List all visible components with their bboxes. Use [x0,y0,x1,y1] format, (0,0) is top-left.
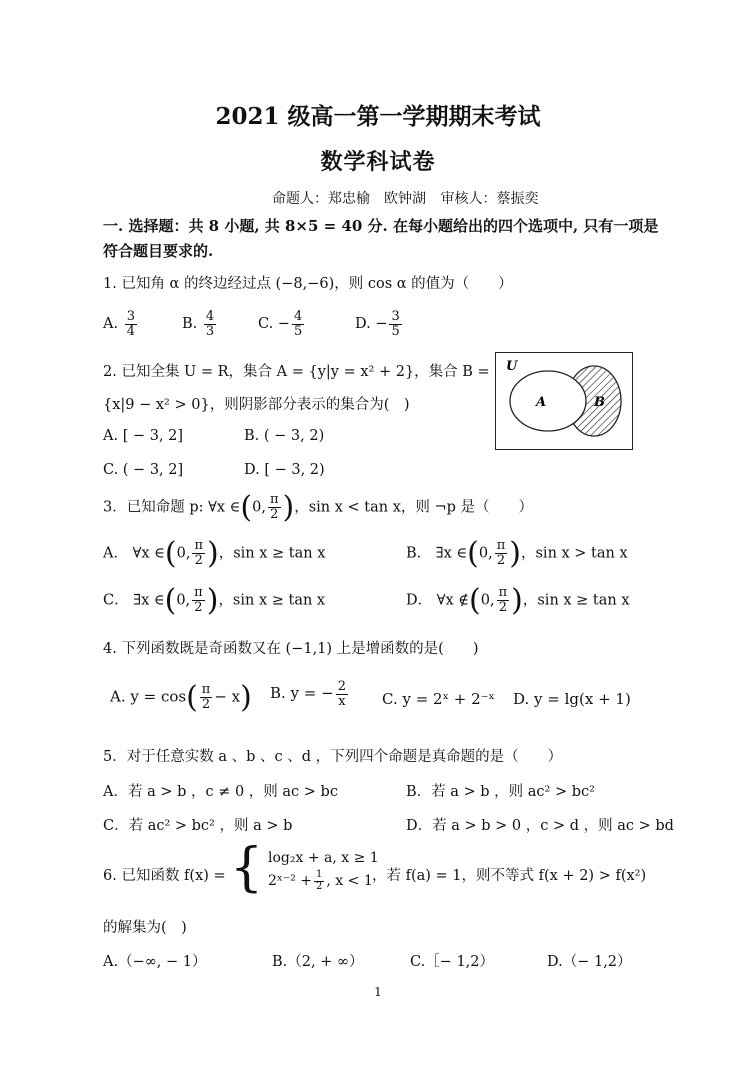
q1-c-fraction [292,310,304,338]
page-number: 1 [374,985,382,999]
q3-b-label: B． [406,545,432,562]
q6-brace: { [230,838,264,898]
venn-universe-label: U [506,359,518,374]
reviewer-label: 审核人：蔡振奕 [440,191,539,207]
q4-option-d: D. y = lg(x + 1) [513,690,631,708]
q5-stem: 5．对于任意实数 a 、b 、c 、d ，下列四个命题是真命题的是（ ） [103,749,563,765]
q1-b-label: B. [182,316,198,333]
q2-stem-line1: 2. 已知全集 U = R，集合 A = {y|y = x² + 2}，集合 B = [103,364,490,380]
q4-option-a [110,680,252,715]
q3-c-rel: ，sin x ≥ tan x [218,592,326,609]
q3-b-quant: ∃x ∈ [435,545,468,562]
q6-stem-post: ，若 f(a) = 1，则不等式 f(x + 2) > f(x²) [372,868,647,884]
q4-b-den: x [338,693,346,709]
q6-option-d: D.（− 1,2） [547,954,632,970]
q1-option-a [103,310,139,338]
q3-a-den: 2 [194,553,203,568]
q1-a-den: 4 [126,323,135,339]
q2-stem-line2: {x|9 − x² > 0}，则阴影部分表示的集合为( ) [103,397,410,413]
q1-a-fraction [125,310,137,338]
q5-option-a: A．若 a > b ，c ≠ 0 ，则 ac > bc [103,784,338,800]
q1-d-den: 5 [391,323,400,339]
q4-a-paren-close: ) [240,680,252,715]
q2-option-d: D. [ − 3, 2) [244,462,325,478]
exam-subtitle: 数学科试卷 [320,149,436,175]
q3-d-num: π [498,585,508,601]
q6-option-c: C.［− 1,2） [410,954,495,970]
q3-a-fraction [192,539,205,567]
q3-d-paren-open: ( [469,583,481,618]
exam-title: 2021 级高一第一学期期末考试 [215,103,541,130]
q1-b-num: 4 [205,309,215,324]
q3-stem [103,490,533,525]
venn-a-label: A [536,395,547,410]
q2-option-b: B. ( − 3, 2) [244,428,325,444]
q3-c-label: C． [103,592,129,609]
q1-c-num: 4 [293,309,303,324]
q3-b-paren-open: ( [467,536,479,571]
q3-a-rel: ，sin x ≥ tan x [218,545,326,562]
q3-b-rel: ，sin x > tan x [520,545,628,562]
authors-line [272,188,548,208]
q4-b-pre: B. y = − [270,684,334,703]
q4-a-den: 2 [201,697,211,712]
authors-label: 命题人：郑忠榆 欧钟湖 [272,191,426,207]
q6-case2-fraction [314,870,324,892]
q1-d-num: 3 [391,309,400,324]
venn-diagram [495,352,633,450]
q3-b-paren-close: ) [509,536,521,571]
q3-fraction [268,493,281,521]
q3-d-den: 2 [498,600,507,615]
q6-stem-pre: 6. 已知函数 f(x) = [103,868,226,884]
q3-stem-post: ，sin x < tan x，则 ¬p 是（ ） [294,499,534,516]
q1-option-c [258,310,306,338]
q6-case1: log₂x + a, x ≥ 1 [268,850,379,866]
q1-option-b [182,310,218,338]
q3-c-quant: ∃x ∈ [133,592,165,609]
q3-paren-close: ) [282,490,295,525]
q6-option-a: A.（−∞, − 1） [103,954,207,970]
q3-d-interval: 0, [480,592,495,609]
q3-d-paren-close: ) [511,583,523,618]
q5-option-d: D．若 a > b > 0 ，c > d ，则 ac > bd [406,818,674,834]
q3-option-c [103,583,325,618]
q6-case2 [268,870,373,892]
q5-option-b: B．若 a > b ，则 ac² > bc² [406,784,595,800]
q3-d-label: D． [406,592,433,609]
q4-a-post: − x [214,687,241,706]
q3-option-b [406,536,628,571]
q3-paren-open: ( [240,490,253,525]
q4-b-fraction [336,680,348,708]
q3-c-fraction [192,586,205,614]
q3-den: 2 [270,507,279,522]
q4-stem: 4. 下列函数既是奇函数又在 (−1,1) 上是增函数的是( ) [103,641,479,657]
q6-case2-den: 2 [316,880,323,892]
q3-a-paren-close: ) [206,536,219,571]
q3-d-rel: ，sin x ≥ tan x [522,592,630,609]
q3-c-interval: 0, [176,592,191,609]
q1-d-sign: − [375,316,388,333]
q4-a-num: π [201,682,211,698]
q1-c-label: C. [258,316,274,333]
q3-a-label: A． [103,545,128,562]
q3-interval: 0, [252,499,266,516]
q3-b-num: π [496,538,506,554]
q3-a-paren-open: ( [164,536,177,571]
q3-option-a [103,536,325,571]
q1-c-den: 5 [293,323,303,339]
q3-a-num: π [194,538,203,554]
q1-b-fraction [204,310,216,338]
q1-d-fraction [389,310,401,338]
q6-option-b: B.（2, + ∞） [272,954,364,970]
venn-b-label: B [594,395,605,410]
q3-a-quant: ∀x ∈ [132,545,165,562]
q6-stem-line2: 的解集为( ) [103,920,187,936]
q1-a-label: A. [103,316,119,333]
q1-b-den: 3 [205,323,215,339]
q3-d-fraction [497,586,510,614]
q6-case2-post: , x < 1 [326,873,373,889]
q6-case2-num: 1 [316,869,323,880]
q1-c-sign: − [277,316,290,333]
q5-option-c: C．若 ac² > bc² ，则 a > b [103,818,293,834]
section-heading: 一. 选择题：共 8 小题, 共 8×5 = 40 分. 在每小题给出的四个选项中, 只有一项是符合题目要求的. [103,217,659,260]
q3-b-fraction [495,539,508,567]
q4-a-fraction [200,683,213,711]
q3-stem-pre: 3．已知命题 p: ∀x ∈ [103,499,241,516]
q1-option-d [355,310,404,338]
q3-b-interval: 0, [478,545,493,562]
q1-d-label: D. [355,316,371,333]
q4-a-pre: A. y = cos [110,687,187,706]
q3-c-num: π [194,585,203,601]
q3-b-den: 2 [496,553,506,568]
q2-option-c: C. ( − 3, 2] [103,462,184,478]
q3-c-paren-open: ( [164,583,177,618]
venn-svg [496,353,631,448]
q4-a-paren-open: ( [186,680,198,715]
q4-option-c: C. y = 2ˣ + 2⁻ˣ [382,690,495,708]
q1-stem: 1. 已知角 α 的终边经过点 (−8,−6)，则 cos α 的值为（ ） [103,276,513,292]
q3-c-den: 2 [194,600,203,615]
q1-a-num: 3 [126,309,135,324]
q3-option-d [406,583,630,618]
q4-option-b [270,680,350,708]
q3-d-quant: ∀x ∉ [436,592,470,609]
q6-case2-pre: 2ˣ⁻² + [268,873,313,889]
q2-option-a: A. [ − 3, 2] [103,428,184,444]
q3-a-interval: 0, [176,545,191,562]
set-a-circle [510,371,586,431]
q3-num: π [269,492,279,508]
q4-b-num: 2 [337,679,346,694]
q3-c-paren-close: ) [206,583,219,618]
